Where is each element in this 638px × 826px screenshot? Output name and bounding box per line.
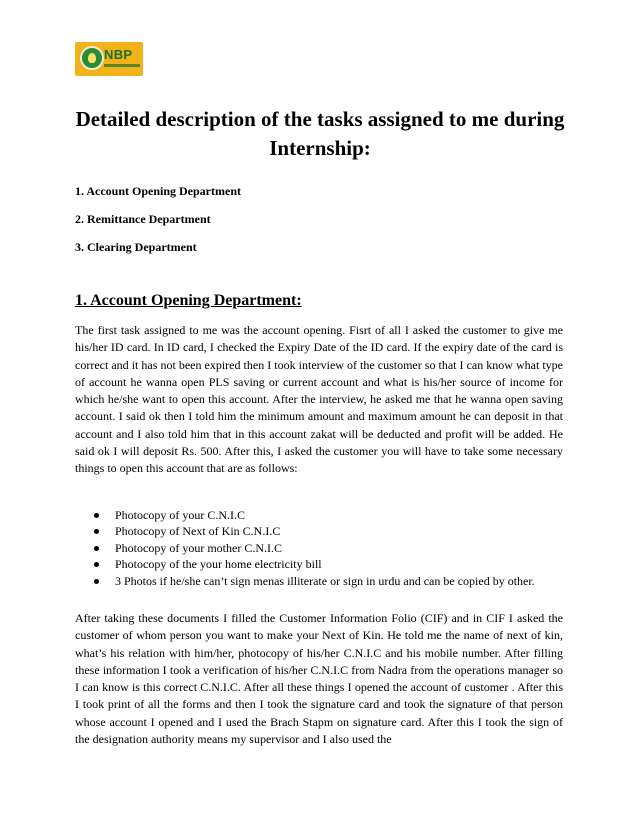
- bullet-icon: [94, 529, 99, 534]
- section-heading: 1. Account Opening Department:: [75, 292, 302, 309]
- document-title: Detailed description of the tasks assigned to me during Internship:: [75, 107, 565, 160]
- bullet-icon: [94, 546, 99, 551]
- list-item-text: Photocopy of your C.N.I.C: [115, 508, 245, 522]
- after-paragraph: After taking these documents I filled the Customer Information Folio (CIF) and in CIF I asked the customer of whom person you want to make your Next of Kin. He told me the name of next of kin, what’s his relation with him/her, photocopy of his/her C.N.I.C and his mobile number. After filling these information I took a verification of his/her C.N.I.C from Nadra from the operations manager so I can know is this correct C.N.I.C. After all these things I opened the account of customer . After this I took print of all the forms and then I took the signature card and took the signature of that person whose account I opened and I used the Brach Stapm on signature card. After this I took the sign of the designation authority means my supervisor and I also used the: [75, 611, 563, 747]
- intro-paragraph: The first task assigned to me was the account opening. Fisrt of all I asked the customer to give me his/her ID card. In ID card, I checked the Expiry Date of the ID card. If the expiry date of the card is correct and it has not been expired then I took interview of the customer so that I can know what type of account he wanna open PLS saving or current account and what is his/her source of income for which he/she want to open this account. After the interview, he asked me that he wanna open saving account. I said ok then I told him the minimum amount and maximum amount he can deposit in that account and I also told him that in this account zakat will be deducted and profit will be added. He said ok I will deposit Rs. 500. After this, I asked the customer you will have to take some necessary things to open this account that are as follows:: [75, 323, 563, 476]
- list-item-text: Photocopy of Next of Kin C.N.I.C: [115, 524, 281, 539]
- nbp-logo: [75, 42, 143, 76]
- toc-item-account-opening: 1. Account Opening Department: [75, 184, 241, 198]
- toc-item-remittance: 2. Remittance Department: [75, 212, 211, 226]
- list-item: [75, 540, 565, 556]
- toc-item-clearing: 3. Clearing Department: [75, 240, 197, 254]
- list-item: [75, 523, 565, 539]
- list-item: [75, 573, 565, 589]
- bullet-icon: [94, 579, 99, 584]
- logo-text: NBP: [104, 47, 133, 62]
- bank-emblem-icon: [80, 46, 104, 70]
- list-item-text: Photocopy of your mother C.N.I.C: [115, 540, 282, 555]
- list-item: [75, 507, 565, 523]
- bullet-icon: [94, 513, 99, 518]
- bullet-icon: [94, 562, 99, 567]
- list-item-text: 3 Photos if he/she can’t sign menas illiterate or sign in urdu and can be copied by other.: [115, 573, 535, 588]
- document-requirements-list: [75, 507, 565, 589]
- list-item: [75, 556, 565, 572]
- list-item-text: Photocopy of the your home electricity bill: [115, 557, 322, 572]
- logo-underline: [104, 64, 140, 67]
